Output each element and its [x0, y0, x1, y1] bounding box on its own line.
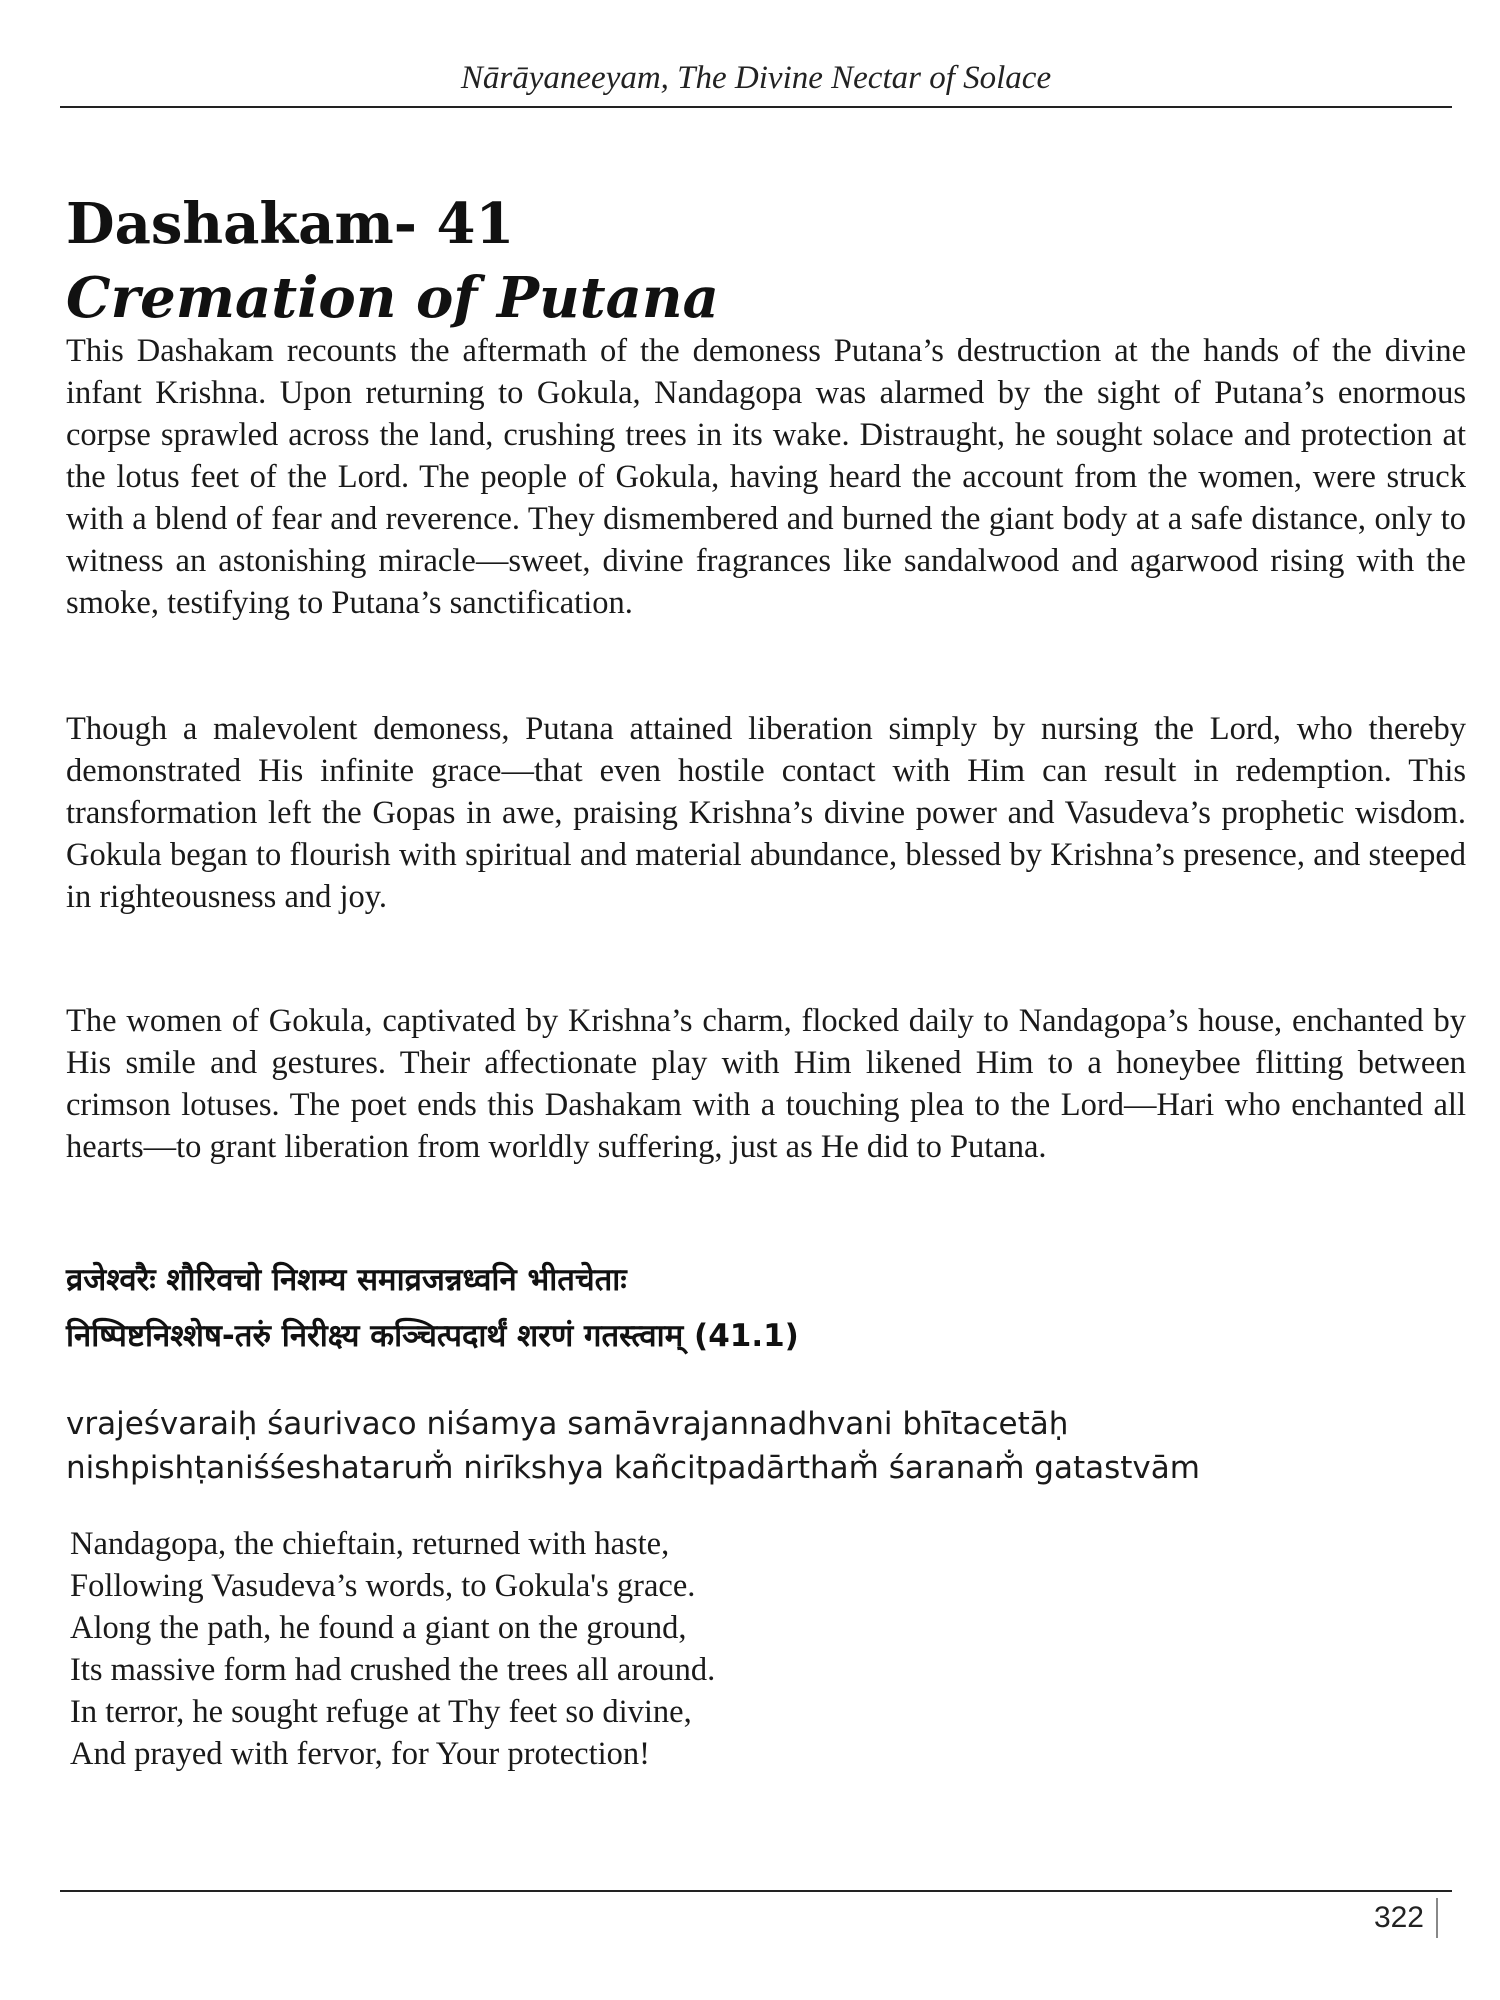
- verse-line: Following Vasudeva’s words, to Gokula's grace.: [70, 1568, 696, 1604]
- page-number: 322: [1374, 1898, 1438, 1938]
- verse-line: Along the path, he found a giant on the ground,: [70, 1610, 687, 1646]
- intro-paragraph-1: This Dashakam recounts the aftermath of the demoness Putana’s destruction at the hands of the divine infant Krishna. Upon returning to Gokula, Nandagopa was alarmed by the sight of Putana’s enormous corpse sprawled across the land, crushing trees in its wake. Distraught, he sought solace and protection at the lotus feet of the Lord. The people of Gokula, having heard the account from the women, were struck with a blend of fear and reverence. They dismembered and burned the giant body at a safe distance, only to witness an astonishing miracle—sweet, divine fragrances like sandalwood and agarwood rising with the smoke, testifying to Putana’s sanctification.: [66, 333, 1466, 621]
- transliteration-line-1: vrajeśvaraiḥ śaurivaco niśamya samāvrajannadhvani bhītacetāḥ: [66, 1406, 1069, 1442]
- transliteration-line-2: nishpishṭaniśśeshatarum̐ nirīkshya kañcitpadārtham̐ śaranam̐ gatastvām: [66, 1450, 1200, 1486]
- verse-line: Nandagopa, the chieftain, returned with haste,: [70, 1526, 670, 1562]
- sanskrit-line-1: व्रजेश्वरैः शौरिवचो निशम्य समाव्रजन्नध्वनि भीतचेताः: [66, 1262, 627, 1298]
- footer-divider: [60, 1890, 1452, 1892]
- chapter-title: Dashakam- 41: [66, 191, 515, 257]
- verse-line: In terror, he sought refuge at Thy feet so divine,: [70, 1694, 692, 1730]
- sanskrit-verse: [66, 1252, 1466, 1364]
- intro-paragraph-2: Though a malevolent demoness, Putana attained liberation simply by nursing the Lord, who thereby demonstrated His infinite grace—that even hostile contact with Him can result in redemption. This transformation left the Gopas in awe, praising Krishna’s divine power and Vasudeva’s prophetic wisdom. Gokula began to flourish with spiritual and material abundance, blessed by Krishna’s presence, and steeped in righteousness and joy.: [66, 711, 1466, 915]
- sanskrit-line-2: निष्पिष्टनिश्शेष-तरुं निरीक्ष्य कञ्चित्पदार्थं शरणं गतस्त्वाम् (41.1): [66, 1318, 799, 1354]
- chapter-subtitle: Cremation of Putana: [66, 265, 719, 331]
- transliteration: [66, 1402, 1466, 1490]
- intro-paragraph-3: The women of Gokula, captivated by Krishna’s charm, flocked daily to Nandagopa’s house, enchanted by His smile and gestures. Their affectionate play with Him likened Him to a honeybee flitting between crimson lotuses. The poet ends this Dashakam with a touching plea to the Lord—Hari who enchanted all hearts—to grant liberation from worldly suffering, just as He did to Putana.: [66, 1003, 1466, 1165]
- verse-translation: [70, 1523, 1470, 1775]
- verse-line: And prayed with fervor, for Your protection!: [70, 1736, 650, 1772]
- running-header: Nārāyaneeyam, The Divine Nectar of Solace: [460, 60, 1052, 96]
- header-divider: [60, 106, 1452, 108]
- verse-line: Its massive form had crushed the trees all around.: [70, 1652, 716, 1688]
